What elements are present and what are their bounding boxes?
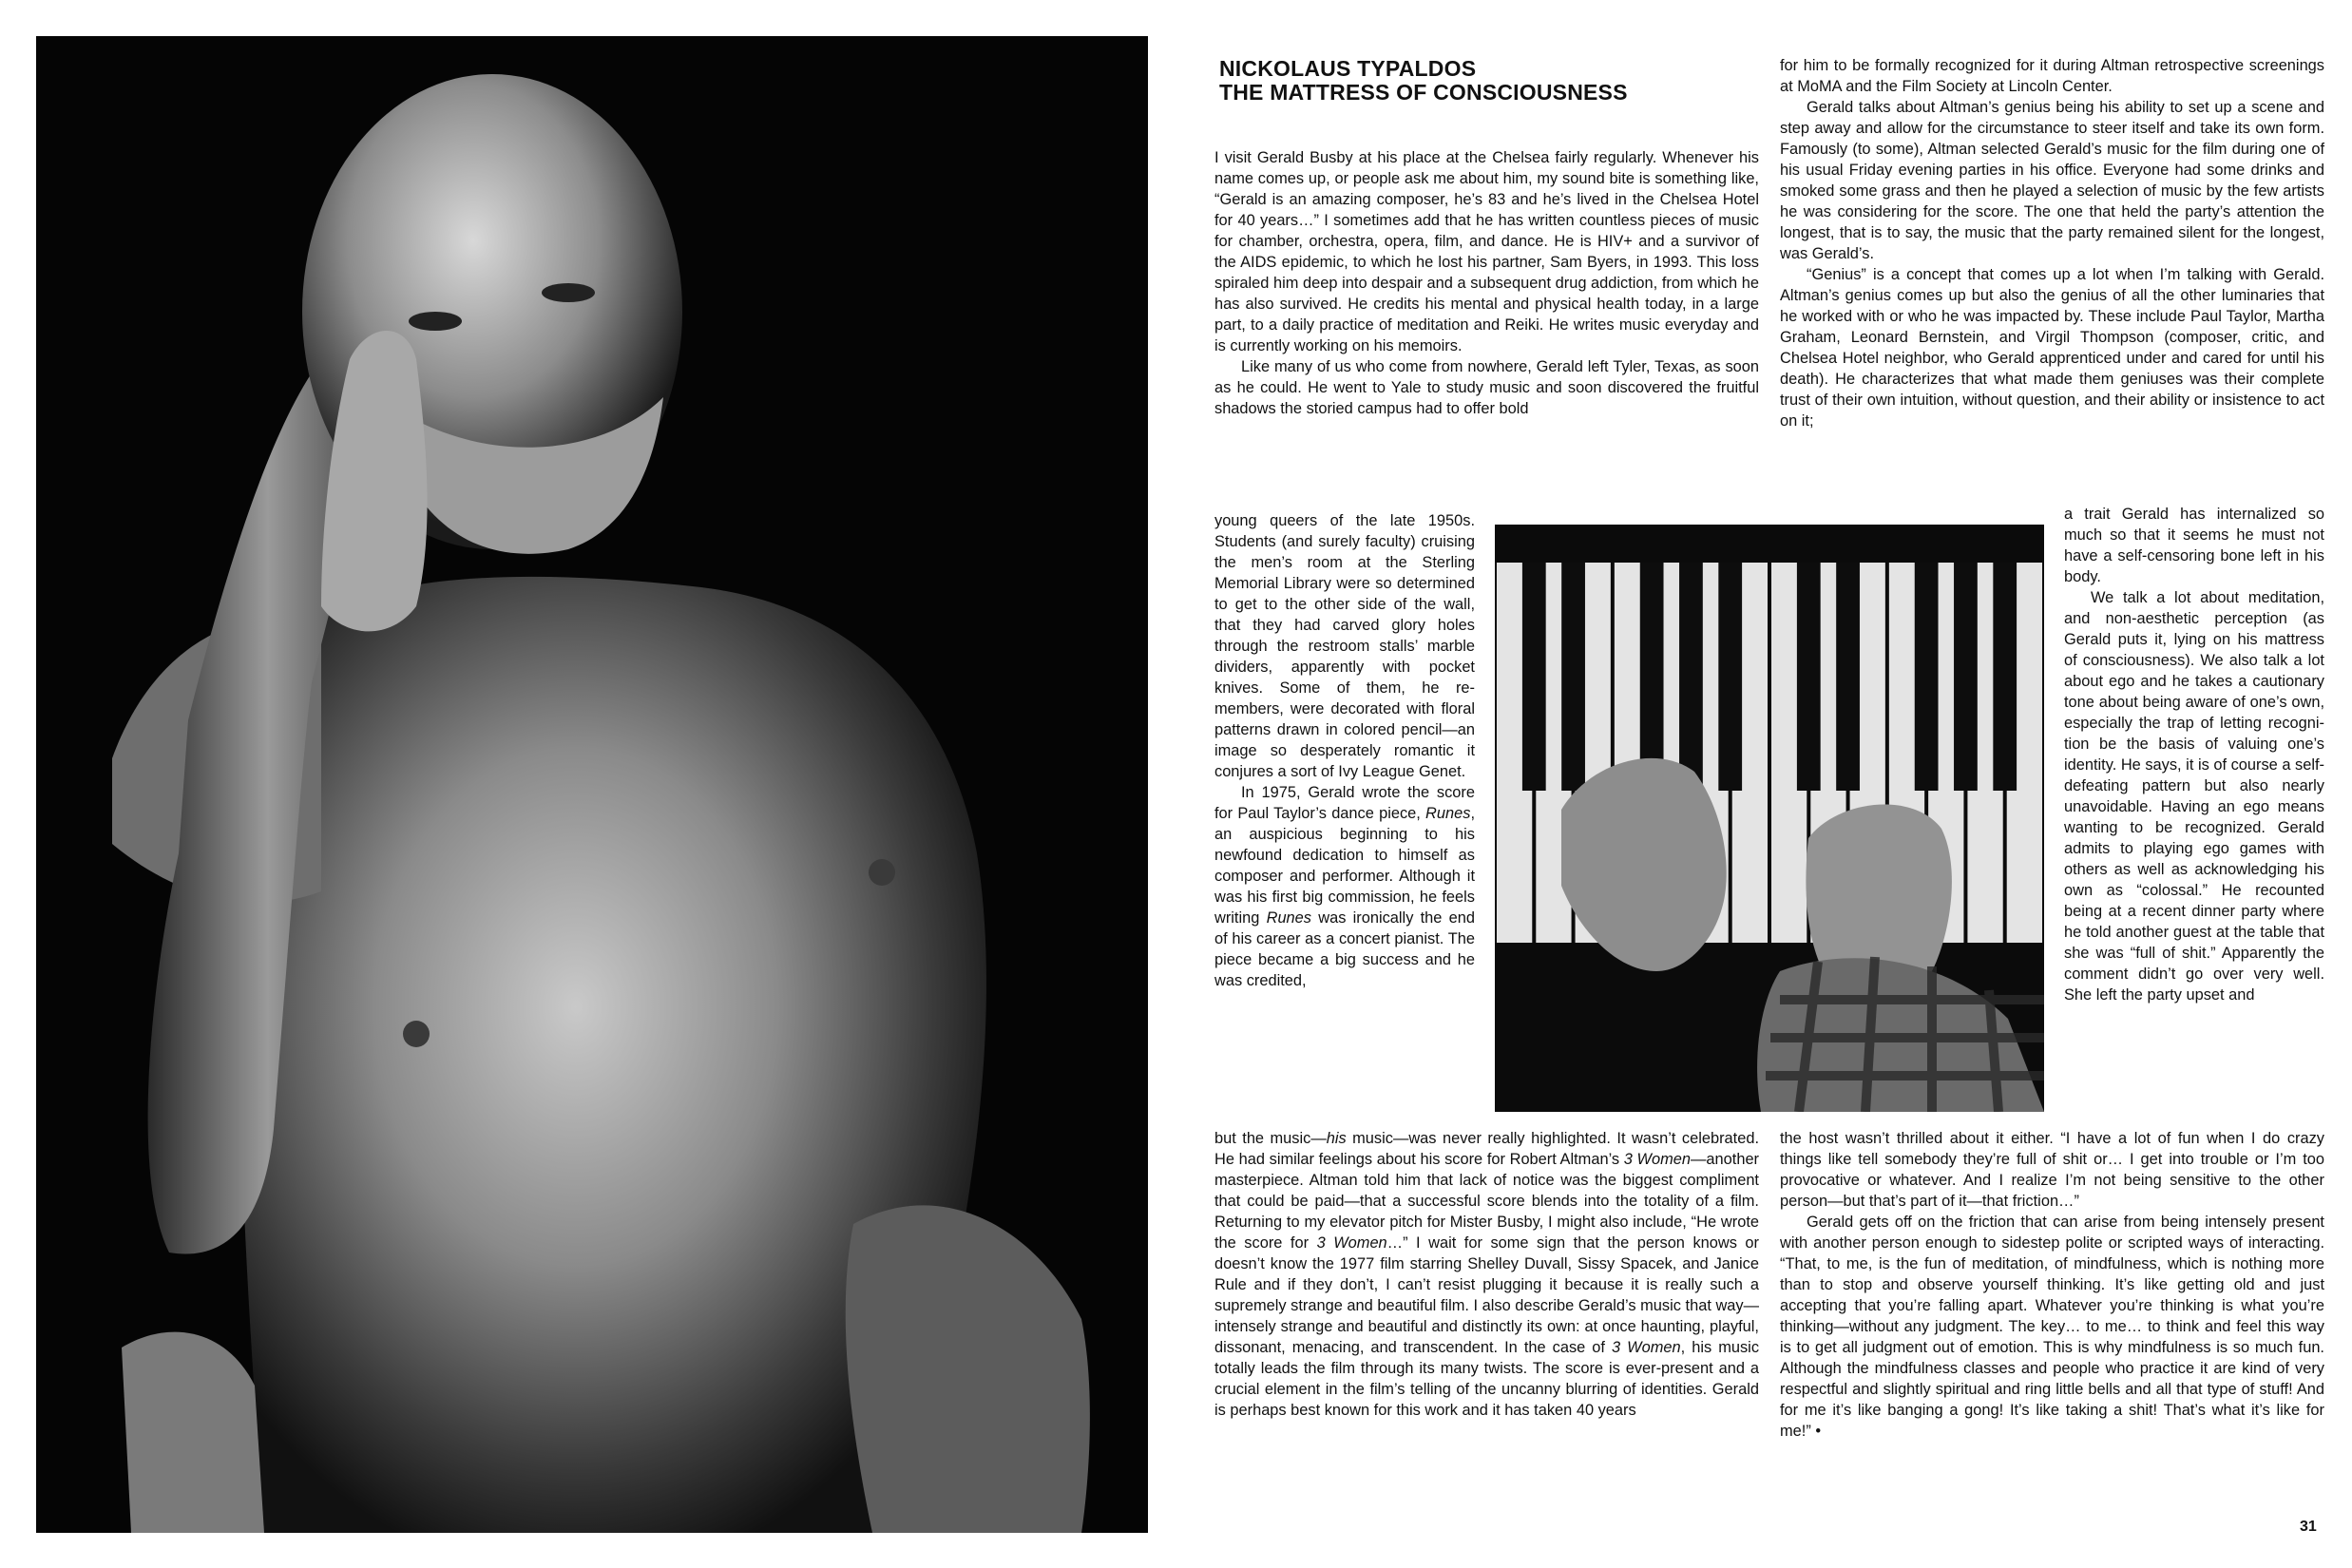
black-key — [1993, 563, 2017, 791]
paragraph: Gerald talks about Altman’s genius being his ability to set up a scene and step away and allow for the circumstance to steer itself and take its own form. Famously (to some), Altman selected Gerald’s music for the film during one of his usual Friday evening parties in his office. Everyone had some drinks and smoked some grass and then he played a selection of music by the few artists he was considering for the score. The one that held the party’s attention the longest, that is to say, the music that the party remained silent for the longest, was Gerald’s. — [1780, 99, 2324, 262]
paragraph: Like many of us who come from nowhere, Gerald left Tyler, Texas, as soon as he could. He went to Yale to study music and soon discovered the fruitful shadows the storied campus had to offer bold — [1214, 358, 1759, 417]
black-key — [1679, 563, 1703, 791]
piano-hands-photo — [1495, 525, 2044, 1112]
paragraph: “Genius” is a concept that comes up a lot when I’m talking with Gerald. Altman’s genius comes up but also the genius of all the other luminaries that he worked with or who he was impacted by. These include Paul Taylor, Martha Graham, Leonard Bernstein, and Virgil Thompson (composer, critic, and Chelsea Hotel neighbor, who Gerald apprenticed under and cared for until his death). He characterizes that what made them geniuses was their complete trust of their own intuition, without question, and their ability or insistence to act on it; — [1780, 266, 2324, 430]
article-heading — [1219, 57, 1751, 105]
paragraph-continued: a trait Gerald has internalized so much so that it seems he must not have a self-censoring bone left in his body. — [2064, 506, 2324, 585]
paragraph: I visit Gerald Busby at his place at the Chelsea fairly regularly. Whenever his name comes up, or people ask me about him, my sound bite is something like, “Gerald is an amazing composer, he’s 83 and he’s lived in the Chelsea Hotel for 40 years…” I sometimes add that he has written countless pieces of music for chamber, orchestra, opera, film, and dance. He is HIV+ and a survivor of the AIDS epidemic, to which he lost his partner, Sam Byers, in 1993. This loss spiraled him deep into despair and a subsequent drug addiction, from which he has also survived. He credits his mental and physical health today, in a large part, to a daily practice of meditation and Reiki. He writes music everyday and is currently working on his memoirs. — [1214, 149, 1759, 354]
article-author: NICKOLAUS TYPALDOS — [1219, 56, 1477, 81]
paragraph: We talk a lot about meditation, and non-aesthetic perception (as Gerald puts it, lying on his mattress of consciousness). We also talk a lot about ego and he takes a cautionary tone about being aware of one’s own, especially the trap of letting recognition be the basis of valuing one’s identity. He says, it is of course a self-defeating pattern but also nearly unavoidable. Having an ego means wanting to be recognized. Gerald admits to playing ego games with others as well as acknowledging his own as “colossal.” He recounted being at a recent dinner party where he told another guest at the table that she was “full of shit.” Apparently the comment didn’t go over very well. She left the party upset and — [2064, 589, 2324, 1004]
paragraph-continued: for him to be formally recognized for it during Altman retrospective screenings at MoMA and the Film Society at Lincoln Center. — [1780, 57, 2324, 95]
portrait-photo — [36, 36, 1148, 1533]
column-b-narrow — [2064, 504, 2324, 1005]
black-key — [1718, 563, 1742, 791]
paragraph: In 1975, Gerald wrote the score for Paul Taylor’s dance piece, Runes, an auspicious beginning to his newfound dedication to himself as composer and performer. Although it was his first big commission, he feels writing Runes was ironically the end of his career as a concert pianist. The piece became a big success and he was credited, — [1214, 784, 1475, 989]
column-a-top — [1214, 147, 1759, 419]
portrait-illustration — [36, 36, 1148, 1533]
black-key — [1915, 563, 1939, 791]
black-key — [1954, 563, 1978, 791]
page-number: 31 — [2300, 1519, 2317, 1535]
paragraph-continued: but the music—his music—was never really highlighted. It wasn’t celebrated. He had similar feelings about his score for Robert Altman’s 3 Women—another masterpiece. Altman told him that lack of notice was the biggest compliment that could be paid—that a successful score blends into the totality of a film. Returning to my elevator pitch for Mister Busby, I might also include, “He wrote the score for 3 Women…” I wait for some sign that the person knows or doesn’t know the 1977 film starring Shelley Duvall, Sissy Spacek, and Janice Rule and if they don’t, I can’t resist plugging it because it is really such a supremely strange and beautiful film. I also describe Gerald’s music that way—intensely strange and beautiful and distinctly its own: at once haunting, playful, dissonant, menacing, and transcendent. In the case of 3 Women, his music totally leads the film through its many twists. The score is ever-present and a crucial element in the film’s telling of the uncanny blurring of identities. Gerald is perhaps best known for this work and it has taken 40 years — [1214, 1130, 1760, 1419]
paragraph-continued: the host wasn’t thrilled about it either. “I have a lot of fun when I do crazy things like tell somebody they’re full of shit or… I get into trouble or I’m too provocative or whatever. And I realize I’m not being sensitive to the other person—but that’s part of it—that friction…” — [1780, 1130, 2324, 1210]
paragraph: Gerald gets off on the friction that can arise from being intensely present with another person enough to sidestep polite or scripted ways of interacting. “That, to me, is the fun of meditation, of mindfulness, which is nothing more than to stop and observe yourself thinking. It’s like getting old and just accepting that you’re falling apart. Whatever you’re thinking is what you’re thinking—without any judgment. The key… to me… to think and feel this way is to get all judgment out of emotion. This is why mindfulness is so much fun. Although the mindfulness classes and people who practice it are kind of very respectful and slightly spiritual and ring little bells and all that type of stuff! And for me it’s like banging a gong! It’s like taking a shit! That’s what it’s like for me!” • — [1780, 1214, 2324, 1440]
article-title: THE MATTRESS OF CONSCIOUSNESS — [1219, 80, 1628, 105]
black-key — [1797, 563, 1821, 791]
black-key — [1836, 563, 1860, 791]
paragraph-continued: young queers of the late 1950s. Students (and surely faculty) cruising the men’s room at the Sterling Memorial Library were so determined to get to the other side of the wall, that they had carved glory holes through the restroom stalls’ marble dividers, apparently with pocket knives. Some of them, he remembers, were decorated with floral patterns drawn in colored pencil—an image so desperately romantic it conjures a sort of Ivy League Genet. — [1214, 512, 1475, 780]
black-key — [1640, 563, 1664, 791]
piano-illustration — [1495, 525, 2044, 1112]
column-b-bottom — [1780, 1128, 2324, 1442]
column-a-bottom — [1214, 1128, 1759, 1421]
column-a-narrow — [1214, 510, 1475, 991]
black-key — [1522, 563, 1546, 791]
black-key — [1561, 563, 1585, 791]
column-b-top — [1780, 55, 2324, 431]
